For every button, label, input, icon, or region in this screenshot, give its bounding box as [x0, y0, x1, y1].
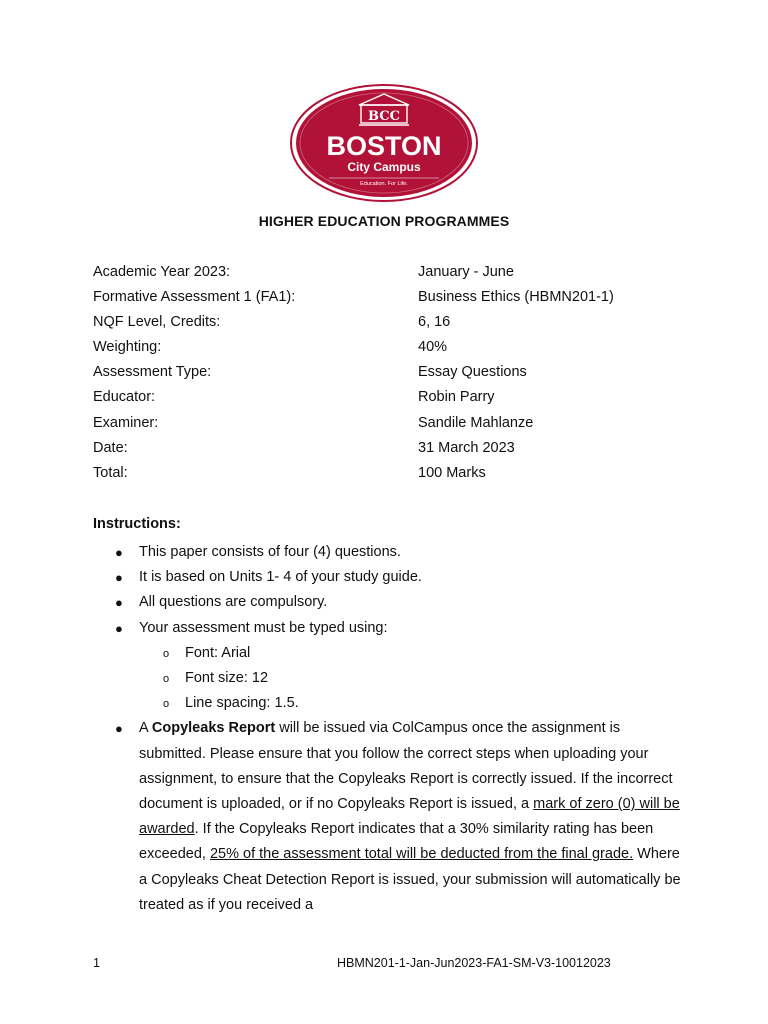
info-value: 31 March 2023 — [418, 439, 515, 456]
info-label: Examiner: — [93, 414, 159, 431]
info-value: Business Ethics (HBMN201-1) — [418, 289, 614, 306]
sub-bullet-marker: o — [163, 673, 170, 686]
info-label: Date: — [93, 439, 128, 456]
bullet-dot: ● — [115, 721, 123, 737]
copyleaks-bold: Copyleaks Report — [151, 720, 276, 737]
info-value: January - June — [418, 264, 514, 280]
page-number: 1 — [93, 956, 100, 970]
info-label: Academic Year 2023: — [93, 264, 231, 280]
sub-bullet-text: Font: Arial — [185, 644, 251, 661]
bullet-dot: ● — [115, 545, 123, 560]
copyleaks-text-4: Where a Copyleaks Cheat Detection Report is issued, your submission will automatically be treated as if you received a — [139, 846, 681, 913]
info-value: 100 Marks — [418, 464, 486, 481]
copyleaks-bullet — [93, 716, 683, 918]
info-label: Weighting: — [93, 339, 162, 356]
info-value: 40% — [418, 339, 448, 356]
sub-bullet-text: Font size: 12 — [185, 670, 269, 687]
instruction-bullet — [93, 565, 683, 590]
bullet-text: It is based on Units 1- 4 of your study guide. — [139, 569, 422, 586]
document-code: HBMN201-1-Jan-Jun2023-FA1-SM-V3-10012023 — [337, 956, 611, 970]
info-label: NQF Level, Credits: — [93, 314, 221, 331]
info-value: Robin Parry — [418, 389, 495, 406]
info-label: Assessment Type: — [93, 364, 212, 381]
bullet-dot: ● — [115, 595, 123, 611]
logo-tagline: Education. For Life. — [360, 181, 408, 187]
bullet-text: This paper consists of four (4) questions. — [139, 544, 401, 560]
format-sub-bullet — [93, 691, 683, 716]
instructions-list — [93, 540, 683, 918]
format-sub-bullet — [93, 666, 683, 691]
instruction-bullet — [93, 590, 683, 615]
sub-bullet-text: Line spacing: 1.5. — [185, 695, 299, 712]
sub-bullet-marker: o — [163, 647, 170, 660]
copyleaks-underline-1: mark of zero (0) will be awarded — [139, 796, 680, 838]
info-label: Total: — [93, 464, 128, 481]
sub-bullet-marker: o — [163, 698, 170, 711]
instruction-bullet — [93, 616, 683, 641]
format-sub-bullet — [93, 641, 683, 666]
copyleaks-text-2: will be issued via ColCampus once the assignment is submitted. Please ensure that you follow the correct steps when uploading your assignment, to ensure that the Copyleaks Report is correctly issued. If the incorrect document is uploaded, or if no Copyleaks Report is issued, a — [139, 720, 673, 813]
page-heading: HIGHER EDUCATION PROGRAMMES — [258, 213, 510, 229]
logo-name: BOSTON — [326, 131, 442, 161]
bullet-text: All questions are compulsory. — [139, 594, 328, 611]
copyleaks-text-1: A — [139, 720, 152, 737]
copyleaks-underline-2: 25% of the assessment total will be deducted from the final grade. — [209, 846, 634, 863]
info-value: Essay Questions — [418, 364, 527, 381]
info-value: 6, 16 — [418, 314, 451, 331]
bullet-text: Your assessment must be typed using: — [139, 619, 388, 636]
bullet-dot: ● — [115, 620, 123, 636]
info-value: Sandile Mahlanze — [418, 414, 534, 431]
boston-city-campus-logo — [289, 83, 479, 203]
logo-top-text: BCC — [368, 109, 400, 124]
copyleaks-text-3: . If the Copyleaks Report indicates that a 30% similarity rating has been exceeded, — [139, 821, 654, 863]
info-label: Educator: — [93, 389, 156, 406]
instructions-title: Instructions: — [93, 516, 181, 532]
instruction-bullet — [93, 540, 683, 565]
logo-subtitle: City Campus — [347, 160, 421, 174]
info-label: Formative Assessment 1 (FA1): — [93, 289, 296, 306]
bullet-dot: ● — [115, 570, 123, 586]
